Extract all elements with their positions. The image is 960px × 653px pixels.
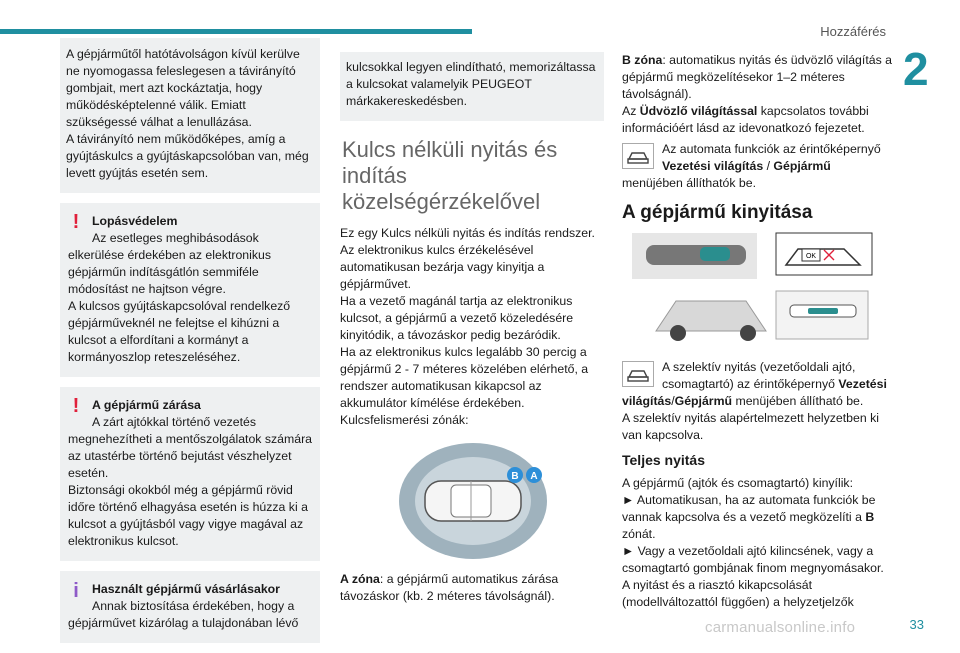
warning-box-locking	[60, 387, 320, 561]
car-settings-icon	[622, 143, 654, 169]
column-2	[340, 52, 604, 605]
menu-name: Gépjármű	[773, 159, 831, 173]
warning-box-antitheft	[60, 203, 320, 377]
menu-name: Gépjármű	[674, 394, 733, 408]
watermark: carmanualsonline.info	[705, 619, 856, 636]
header-accent-bar	[0, 29, 472, 34]
menu-name: Vezetési világítás	[662, 159, 764, 173]
car-settings-icon	[622, 361, 654, 387]
zone-b-marker: B	[511, 471, 519, 482]
text-span: /	[671, 394, 675, 408]
info-continued-text: kulcsokkal legyen elindítható, memorizáltassa a kulcsokat valamelyik PEUGEOT márkakereskedésben.	[346, 60, 596, 108]
warning-body: Az esetleges meghibásodások elkerülése érdekében az elektronikus gépjárműn indításgátlón semmiféle módosítást ne hajtson végre. A kulcsos gyújtáskapcsolóval rendelkező gépjárműveknél ne felejtse el kihúzni a kulcsot a elfordítani a kormányt a kormányoszlop reteszeléséhez.	[68, 231, 291, 364]
info-icon: i	[73, 580, 79, 602]
page-number: 33	[909, 617, 924, 632]
text-span: /	[763, 159, 774, 173]
text-span: zónát. ► Vagy a vezetőoldali ajtó kilincsének, vagy a csomagtartó gombjának finom megnyomásakor. A nyitást és a riasztó kikapcsolását (modellváltozattól függően) a helyzetjelzők	[622, 527, 884, 609]
welcome-lighting-ref	[622, 103, 892, 137]
zone-a-description	[340, 571, 604, 605]
zone-b-text: : automatikus nyitás és üdvözlő világítás a gépjármű megközelítésekor 1–2 méteres távolságnál).	[622, 53, 892, 101]
info-box-used-car	[60, 571, 320, 643]
text-span: A gépjármű (ajtók és csomagtartó) kinyílik: ► Automatikusan, ha az automata funkciók be vannak kapcsolva és a vezető megközelíti a	[622, 476, 876, 524]
zone-b-description	[622, 52, 892, 103]
zone-a-marker: A	[530, 471, 538, 482]
header-title: Hozzáférés	[820, 24, 886, 39]
section-heading-unlock: A gépjármű kinyitása	[622, 202, 813, 223]
zones-illustration	[397, 437, 547, 561]
warning-title: A gépjármű zárása	[92, 398, 201, 412]
zone-ref: B	[865, 510, 875, 524]
text-span: menüjében állíthatók be.	[622, 176, 756, 190]
column-1	[60, 38, 320, 653]
text-span: A szelektív nyitás (vezetőoldali ajtó, csomagtartó) az érintőképernyő	[662, 360, 856, 391]
unlock-figure	[626, 231, 876, 351]
menu-name: Vezetési világítás	[622, 377, 887, 408]
section-body: Ez egy Kulcs nélküli nyitás és indítás rendszer. Az elektronikus kulcs érzékelésével automatikusan bezárja vagy kinyitja a gépjárművet. Ha a vezető magánál tartja az elektronikus kulcsot, a gépjármű a vezető közeledésére kinyitódik, a távozáskor pedig bezáródik. Ha az elektronikus kulcs legalább 30 percig a gépjármű 2 - 7 méteres közelében elérhető, a rendszer automatikusan kikapcsol az akkumulátor kímélése érdekében. Kulcsfelismerési zónák:	[340, 226, 595, 427]
info-title: Használt gépjármű vásárlásakor	[92, 582, 280, 596]
selective-default-text: A szelektív nyitás alapértelmezett helyzetben ki van kapcsolva.	[622, 411, 879, 442]
zone-a-text: : a gépjármű automatikus zárása távozáskor (kb. 2 méteres távolságnál).	[340, 572, 559, 603]
note-box-remote	[60, 38, 320, 193]
zone-a-label: A zóna	[340, 572, 380, 586]
column-3	[622, 52, 892, 611]
detection-zones-diagram	[397, 437, 547, 561]
zone-b-label: B zóna	[622, 53, 663, 67]
touchscreen-note-text	[622, 141, 892, 192]
warning-title: Lopásvédelem	[92, 214, 178, 228]
chapter-number: 2	[903, 43, 929, 95]
text-span: kapcsolatos további információért lásd az idevonatkozó fejezetet.	[622, 104, 869, 135]
info-body: Annak biztosítása érdekében, hogy a gépjárművet kizárólag a tulajdonában lévő	[68, 599, 299, 630]
touchscreen-note-text	[622, 359, 892, 410]
text-span: Az	[622, 104, 640, 118]
remote-note-text: A gépjárműtől hatótávolságon kívül kerülve ne nyomogassa feleslegesen a távirányító gombjait, mert azt kockáztatja, hogy működésképtelenné válik. Emiatt szükségessé válhat a lenullázása. A távirányító nem működőképes, amíg a gyújtáskulcs a gyújtáskapcsolóban van, még levett gyújtás esetén sem.	[66, 47, 309, 180]
subheading-full-unlock: Teljes nyitás	[622, 452, 706, 468]
info-box-continued	[340, 52, 604, 121]
welcome-lighting-term: Üdvözlő világítással	[639, 104, 758, 118]
warning-icon: !	[72, 211, 80, 233]
full-unlock-body	[622, 475, 892, 611]
text-span: menüjében állítható be.	[732, 394, 864, 408]
unlock-illustrations	[626, 231, 876, 351]
ok-label: OK	[805, 253, 817, 260]
text-span: Az automata funkciók az érintőképernyő	[662, 142, 881, 156]
warning-body: A zárt ajtókkal történő vezetés megnehezítheti a mentőszolgálatok számára az utastérbe történő bejutást vészhelyzet esetén. Biztonsági okokból még a gépjármű rövid időre történő elhagyása esetén is húzza ki a kulcsot a gyújtásból vagy vigye magával az elektronikus kulcsot.	[68, 415, 313, 548]
warning-icon: !	[72, 395, 80, 417]
touchscreen-note-1	[622, 141, 892, 192]
touchscreen-note-2	[622, 359, 892, 410]
section-title: Kulcs nélküli nyitás és indítás közelségérzékelővel	[342, 137, 558, 214]
